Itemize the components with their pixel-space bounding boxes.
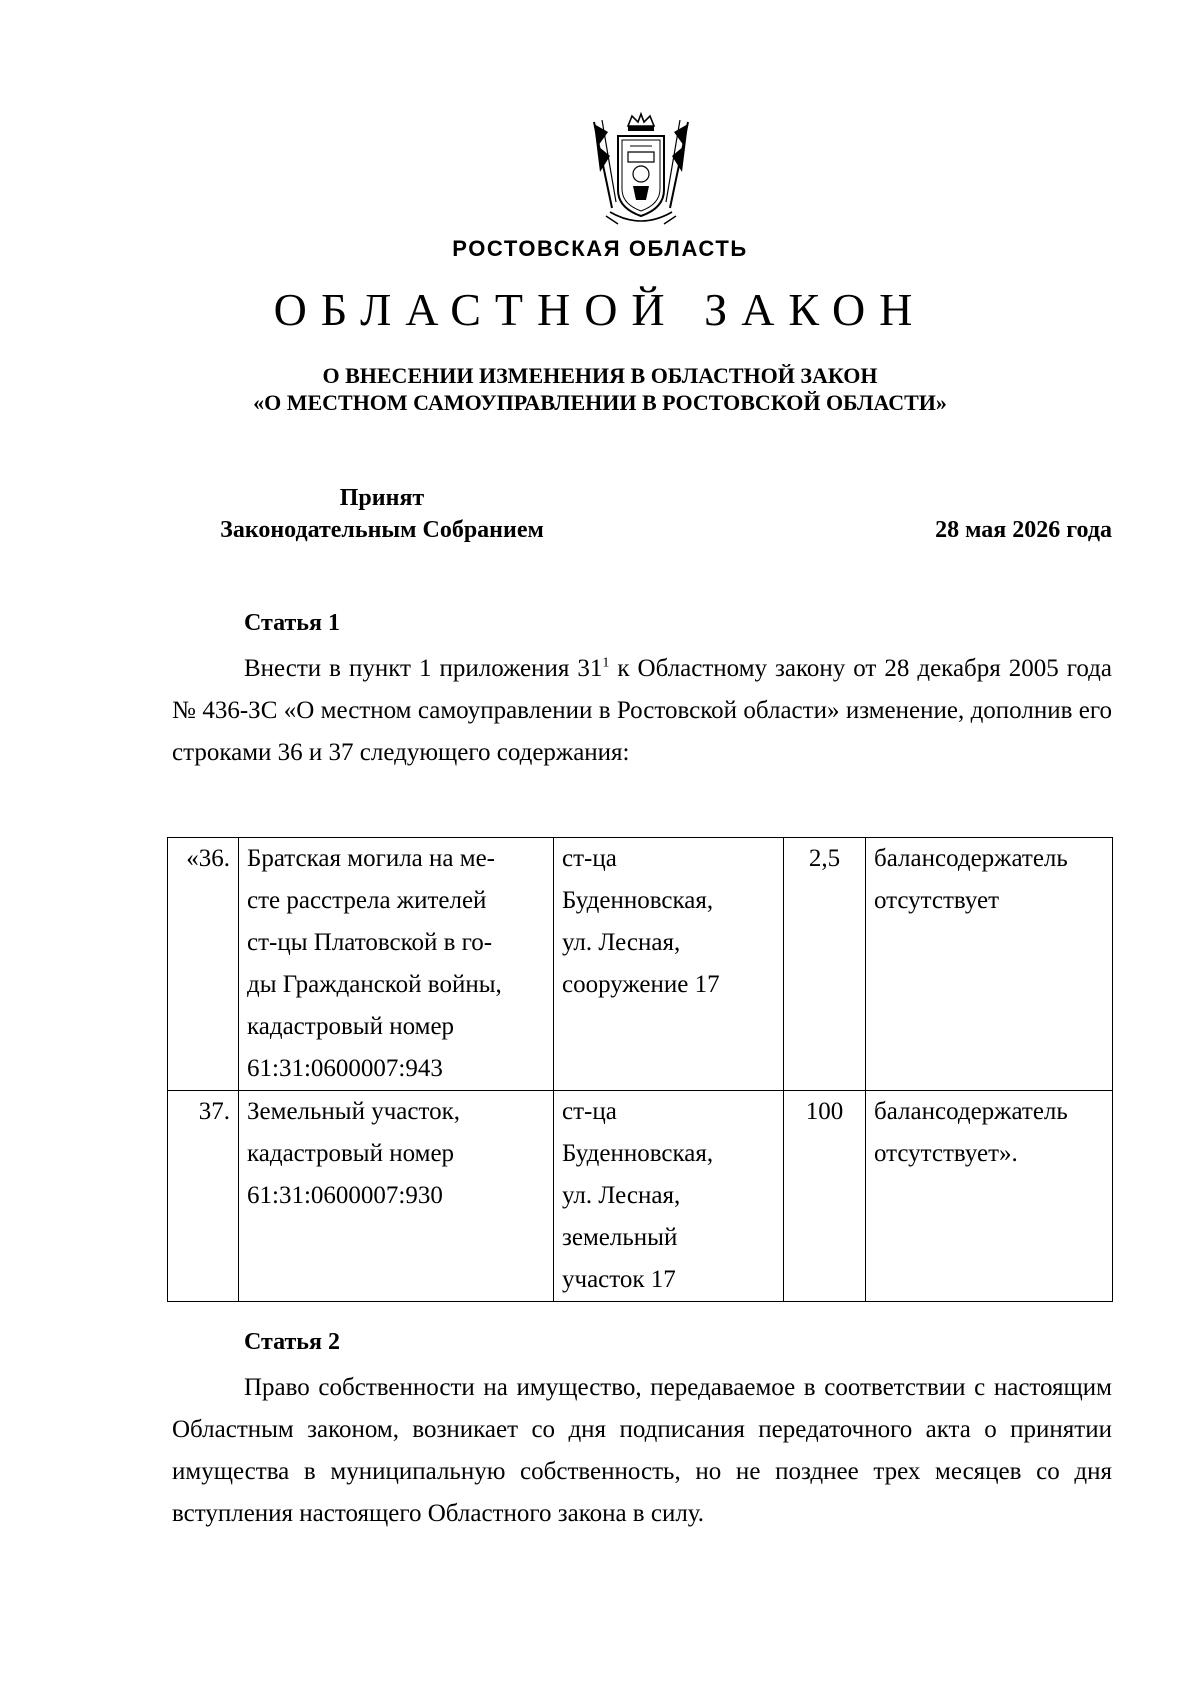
address-cell xyxy=(554,838,784,1091)
article-1-heading: Статья 1 xyxy=(244,610,340,636)
document-type-title: ОБЛАСТНОЙ ЗАКОН xyxy=(273,284,927,335)
article-2-text: Право собственности на имущество, передаваемое в соответствии с настоящим Областным законом, возникает со дня подписания передаточного акта о принятии имущества в муниципальную собственность, но не позднее трех месяцев со дня вступления настоящего Областного закона в силу. xyxy=(172,1374,1112,1527)
article-1-text-part: к Областному закону от 28 декабря 2005 года № 436-ЗС «О местном самоуправлении в Ростовской области» изменение, дополнив его строками 36 и 37 следующего содержания: xyxy=(172,655,1112,766)
cell-text-line: 61:31:0600007:930 xyxy=(247,1182,443,1209)
article-2-heading: Статья 2 xyxy=(244,1329,340,1355)
cell-text-line: балансодержатель xyxy=(874,845,1068,872)
cell-text-line: 61:31:0600007:943 xyxy=(247,1055,443,1082)
cell-text-line: Буденновская, xyxy=(562,887,714,914)
law-title-line: «О МЕСТНОМ САМОУПРАВЛЕНИИ В РОСТОВСКОЙ ОБЛАСТИ» xyxy=(253,390,947,415)
law-title xyxy=(140,362,1060,416)
balance-holder-cell xyxy=(866,838,1113,1091)
adoption-line: Законодательным Собранием xyxy=(220,517,544,543)
cell-text-line: ст-ца xyxy=(562,1098,617,1125)
balance-holder-cell xyxy=(866,1091,1113,1302)
object-name-cell xyxy=(239,1091,554,1302)
row-number-cell: 37. xyxy=(168,1091,239,1302)
cell-text-line: земельный xyxy=(562,1224,678,1251)
cell-text-line: отсутствует xyxy=(874,887,1000,914)
cell-text-line: отсутствует». xyxy=(874,1140,1018,1167)
cell-text-line: Буденновская, xyxy=(562,1140,714,1167)
object-name-cell xyxy=(239,838,554,1091)
cell-text-line: ст-ца xyxy=(562,845,617,872)
table-row xyxy=(168,1091,1113,1302)
cell-text-line: участок 17 xyxy=(562,1266,676,1293)
law-title-line: О ВНЕСЕНИИ ИЗМЕНЕНИЯ В ОБЛАСТНОЙ ЗАКОН xyxy=(322,363,878,388)
adoption-date: 28 мая 2026 года xyxy=(935,517,1112,543)
address-cell xyxy=(554,1091,784,1302)
coat-of-arms-emblem xyxy=(588,112,694,230)
row-number-cell: «36. xyxy=(168,838,239,1091)
table-row xyxy=(168,838,1113,1091)
article-1-text xyxy=(172,648,1112,774)
article-1-text-part: Внести в пункт 1 приложения 31 xyxy=(244,655,603,682)
cell-text-line: ды Гражданской войны, xyxy=(247,971,502,998)
cell-text-line: ул. Лесная, xyxy=(562,929,681,956)
cell-text-line: кадастровый номер xyxy=(247,1013,455,1040)
superscript-index: 1 xyxy=(602,655,610,671)
cell-text-line: Земельный участок, xyxy=(247,1098,460,1125)
area-cell: 2,5 xyxy=(784,838,866,1091)
property-table xyxy=(167,837,1113,1302)
cell-text-line: сте расстрела жителей xyxy=(247,887,487,914)
cell-text-line: балансодержатель xyxy=(874,1098,1068,1125)
area-cell: 100 xyxy=(784,1091,866,1302)
cell-text-line: кадастровый номер xyxy=(247,1140,455,1167)
adoption-line: Принят xyxy=(339,485,425,511)
cell-text-line: ст-цы Платовской в го- xyxy=(247,929,493,956)
adoption-statement xyxy=(172,482,592,546)
cell-text-line: Братская могила на ме- xyxy=(247,845,495,872)
region-name: РОСТОВСКАЯ ОБЛАСТЬ xyxy=(452,236,748,261)
cell-text-line: ул. Лесная, xyxy=(562,1182,681,1209)
cell-text-line: сооружение 17 xyxy=(562,971,720,998)
